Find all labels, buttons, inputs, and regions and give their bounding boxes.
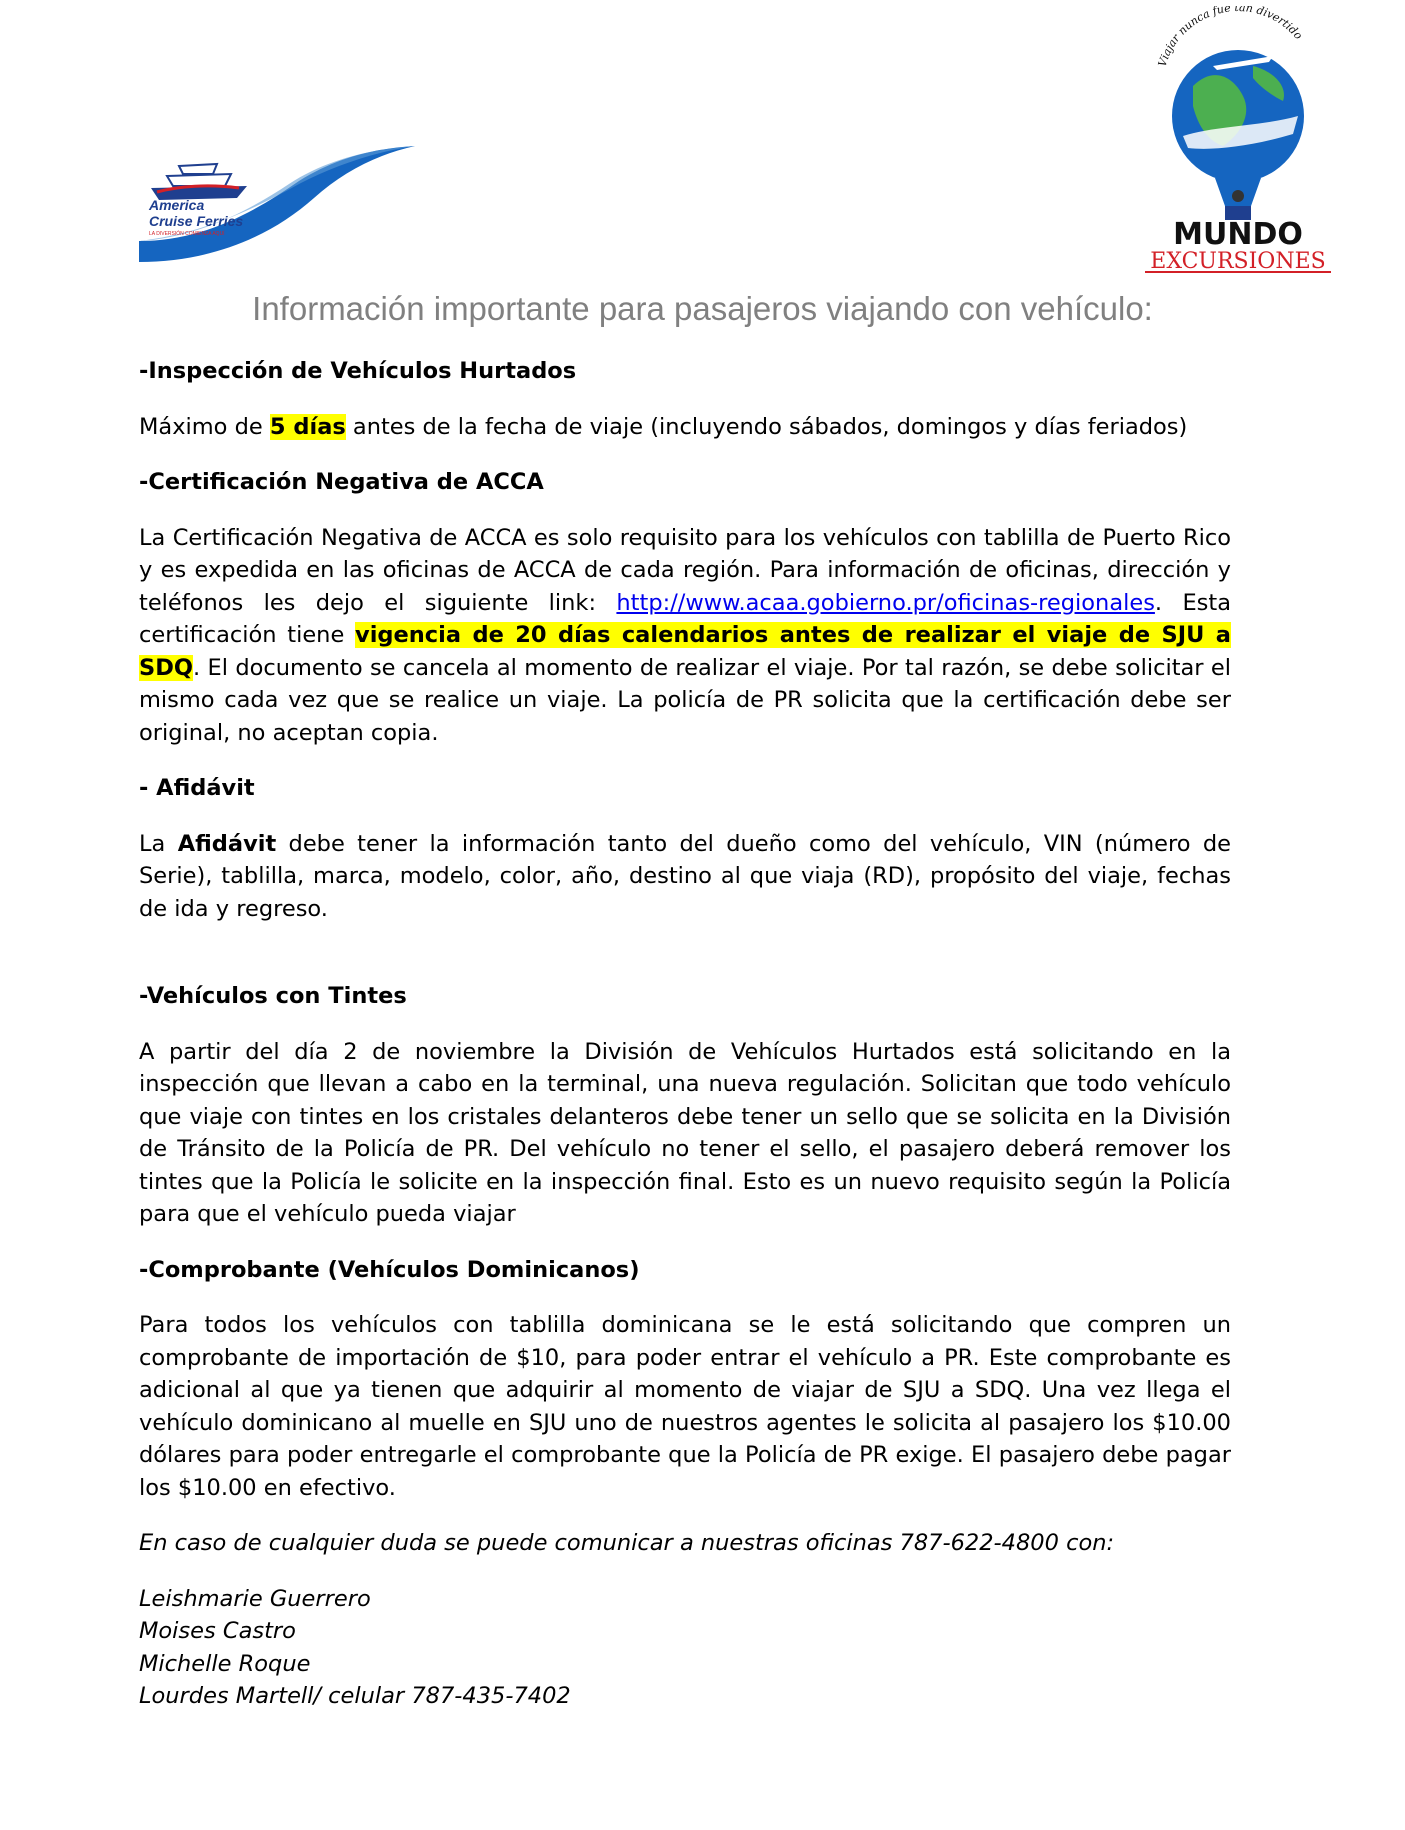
spacer [139,948,1231,980]
section-title-afidavit: - Afidávit [139,775,255,801]
afidavit-post-text: debe tener la información tanto del dueño como del vehículo, VIN (número de Serie), tablilla, marca, modelo, color, año, destino al que viaja (RD), propósito del viaje, fechas de ida y regreso. [139,830,1231,922]
section-text-inspeccion [139,411,1231,444]
contact-item: Lourdes Martell/ celular 787-435-7402 [139,1683,571,1709]
document-body [139,355,1231,1713]
page-heading: Información importante para pasajeros viajando con vehículo: [252,290,1153,327]
certificacion-text-3: . El documento se cancela al momento de realizar el viaje. Por tal razón, se debe solicitar el mismo cada vez que se realice un viaje. La policía de PR solicita que la certificación debe ser original, no aceptan copia. [139,654,1231,746]
contact-item: Michelle Roque [139,1650,311,1677]
closing-note: En caso de cualquier duda se puede comunicar a nuestras oficinas 787-622-4800 con: [139,1530,1115,1556]
america-cruise-ferries-logo [139,146,415,262]
section-text-afidavit [139,828,1231,926]
contact-item: Moises Castro [139,1618,296,1644]
inspeccion-post-text: antes de la fecha de viaje (incluyendo sábados, domingos y días feriados) [345,413,1188,440]
contact-item: Leishmarie Guerrero [139,1585,371,1612]
section-title-inspeccion: -Inspección de Vehículos Hurtados [139,358,577,384]
logo-right-brand-line1: MUNDO [1173,217,1303,252]
section-text-comprobante: Para todos los vehículos con tablilla dominicana se le está solicitando que compren un comprobante de importación de $10, para poder entrar el vehículo a PR. Este comprobante es adicional al que ya tienen que adquirir al momento de viajar de SJU a SDQ. Una vez llega el vehículo dominicano al muelle en SJU uno de nuestros agentes le solicita al pasajero los $10.00 dólares para poder entregarle el comprobante que la Policía de PR exige. El pasajero debe pagar los $10.00 en efectivo. [139,1312,1231,1501]
afidavit-bold-text: Afidávit [177,830,277,857]
section-text-tintes: A partir del día 2 de noviembre la División de Vehículos Hurtados está solicitando en la inspección que llevan a cabo en la terminal, una nueva regulación. Solicitan que todo vehículo que viaje con tintes en los cristales delanteros debe tener un sello que se solicita en la División de Tránsito de la Policía de PR. Del vehículo no tener el sello, el pasajero deberá remover los tintes que la Policía le solicite en la inspección final. Esto es un nuevo requisito según la Policía para que el vehículo pueda viajar [139,1038,1231,1227]
highlight-5-dias: 5 días [269,413,346,440]
section-text-certificacion [139,522,1231,750]
logo-left-line2: Cruise Ferries [149,213,244,229]
highlight-vigencia: vigencia de 20 días calendarios antes de realizar el viaje de SJU a SDQ [139,622,1231,681]
logo-left-line1: America [149,197,205,213]
afidavit-pre-text: La [139,830,178,857]
acaa-offices-link[interactable]: http://www.acaa.gobierno.pr/oficinas-regionales [616,589,1155,616]
section-title-comprobante: -Comprobante (Vehículos Dominicanos) [139,1256,640,1283]
certificacion-text-1: La Certificación Negativa de ACCA es solo requisito para los vehículos con tablilla de Puerto Rico y es expedida en las oficinas de ACCA de cada región. Para información de oficinas, dirección y teléfonos les dejo el siguiente link: [139,524,1231,616]
logo-right-brand-line2: EXCURSIONES [1150,249,1326,274]
section-title-certificacion: -Certificación Negativa de ACCA [139,469,544,495]
mundo-excursiones-logo [1143,6,1333,276]
section-title-tintes: -Vehículos con Tintes [139,983,407,1009]
certificacion-text-2: . Esta certificación tiene [139,589,1231,648]
logo-right-arc-text: Viajar nunca fué tan divertido [1155,6,1306,69]
logo-left-tagline: LA DIVERSIÓN COMIENZA AQUÍ [149,231,225,237]
inspeccion-pre-text: Máximo de [139,413,270,440]
contact-list [139,1583,1231,1713]
